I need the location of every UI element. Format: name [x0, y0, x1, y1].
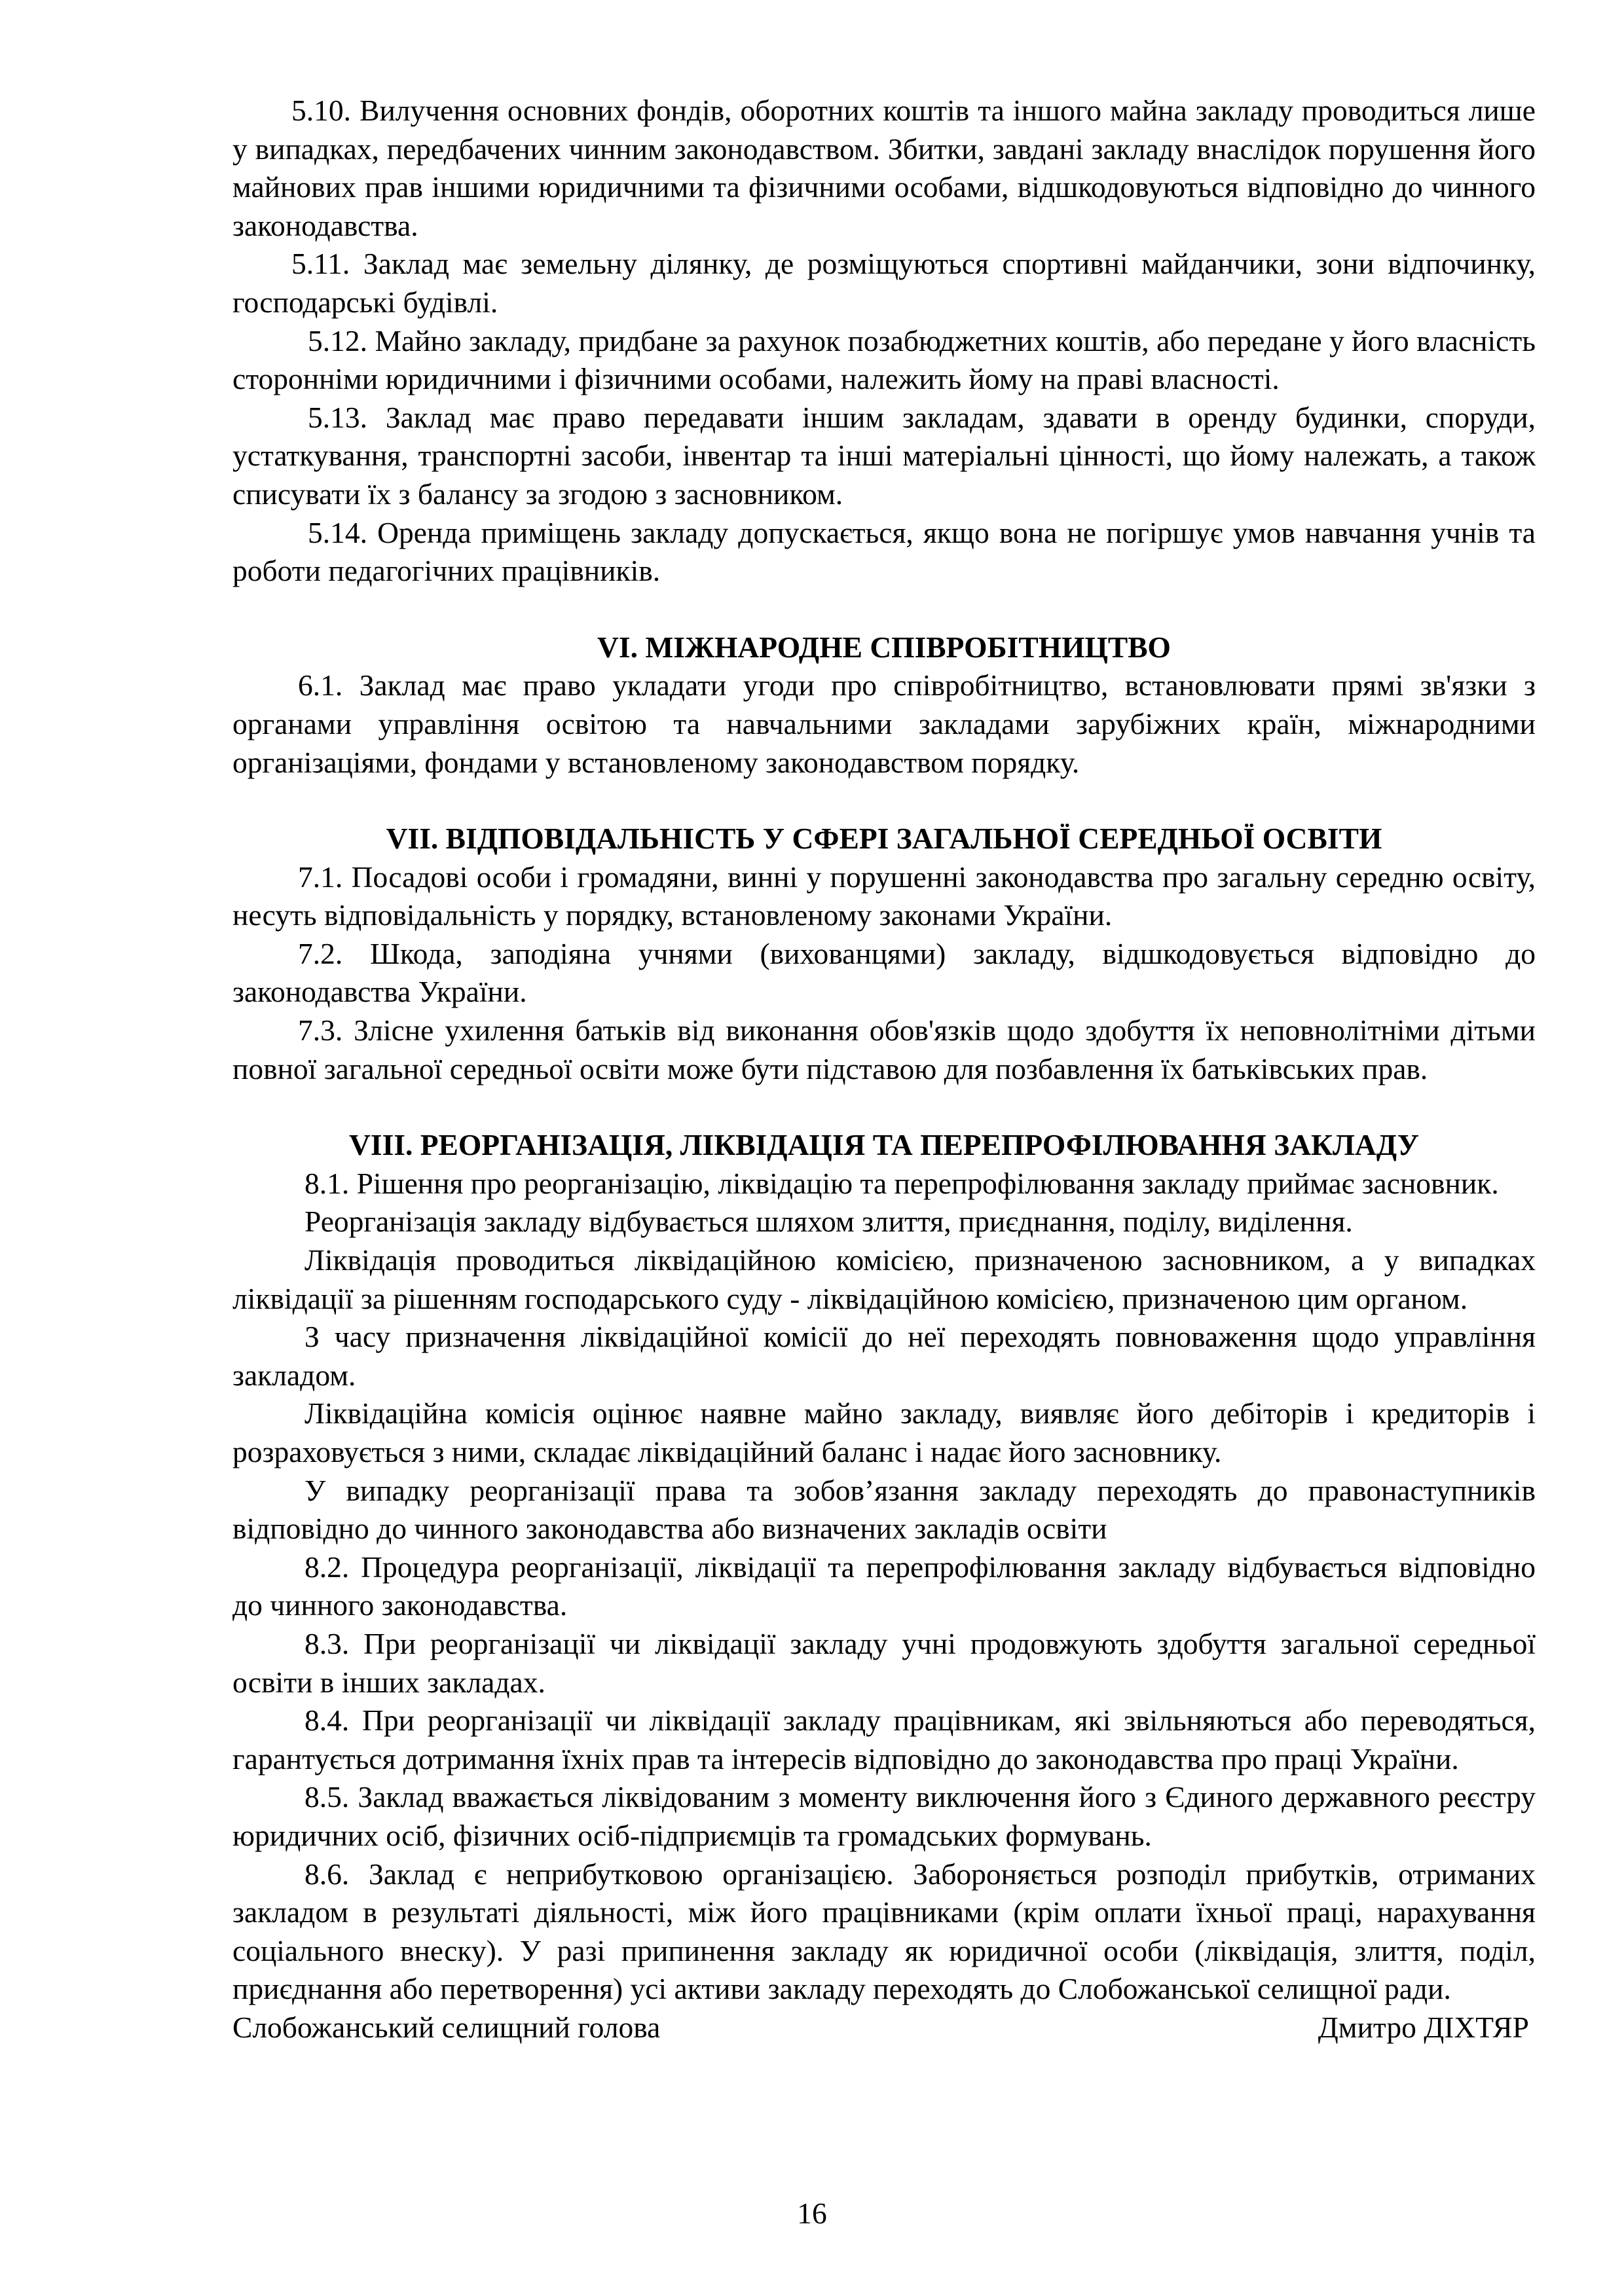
page-number: 16 [797, 2196, 827, 2230]
heading-section-8: VIII. РЕОРГАНІЗАЦІЯ, ЛІКВІДАЦІЯ ТА ПЕРЕПРОФІЛЮВАННЯ ЗАКЛАДУ [349, 1128, 1419, 1162]
paragraph-8-3: 8.3. При реорганізації чи ліквідації закладу учні продовжують здобуття загальної середньої освіти в інших закладах. [232, 1626, 1536, 1699]
signature-position: Слобожанський селищний голова [232, 2010, 661, 2044]
paragraph-5-13: 5.13. Заклад має право передавати іншим закладам, здавати в оренду будинки, споруди, устаткування, транспортні засоби, інвентар та інші матеріальні цінності, що йому належать, а також списувати їх з балансу за згодою з засновником. [232, 400, 1536, 511]
paragraph-8-1-commission: Ліквідаційна комісія оцінює наявне майно закладу, виявляє його дебіторів і кредиторів і розраховується з ними, складає ліквідаційний баланс і надає його засновнику. [232, 1396, 1536, 1468]
paragraph-8-1-reorganization: Реорганізація закладу відбувається шляхом злиття, приєднання, поділу, виділення. [304, 1205, 1353, 1239]
paragraph-8-5: 8.5. Заклад вважається ліквідованим з моменту виключення його з Єдиного державного реєстру юридичних осіб, фізичних осіб-підприємців та громадських формувань. [232, 1780, 1536, 1852]
document-body [232, 92, 1536, 2047]
paragraph-8-1-liquidation: Ліквідація проводиться ліквідаційною комісією, призначеною засновником, а у випадках ліквідації за рішенням господарського суду - ліквідаційною комісією, призначеною цим органом. [232, 1243, 1536, 1315]
paragraph-8-4: 8.4. При реорганізації чи ліквідації закладу працівникам, які звільняються або переводяться, гарантується дотримання їхніх прав та інтересів відповідно до законодавства про праці України. [232, 1704, 1536, 1776]
section-gap [232, 782, 1536, 820]
paragraph-8-1: 8.1. Рішення про реорганізацію, ліквідацію та перепрофілювання закладу приймає засновник. [304, 1166, 1499, 1200]
paragraph-8-6: 8.6. Заклад є неприбутковою організацією. Забороняється розподіл прибутків, отриманих закладом в результаті діяльності, між його працівниками (крім оплати їхньої праці, нарахування соціального внеску). У разі припинення закладу як юридичної особи (ліквідація, злиття, поділ, приєднання або перетворення) усі активи закладу переходять до Слобожанської селищної ради. [232, 1857, 1536, 2006]
paragraph-5-12: 5.12. Майно закладу, придбане за рахунок позабюджетних коштів, або передане у його власність сторонніми юридичними і фізичними особами, належить йому на праві власності. [232, 323, 1536, 396]
section-gap [232, 1088, 1536, 1126]
signature-name: Дмитро ДІХТЯР [1318, 2010, 1529, 2044]
heading-section-7: VII. ВІДПОВІДАЛЬНІСТЬ У СФЕРІ ЗАГАЛЬНОЇ СЕРЕДНЬОЇ ОСВІТИ [386, 822, 1382, 856]
section-gap [232, 591, 1536, 629]
paragraph-8-1-successors: У випадку реорганізації права та зобов’язання закладу переходять до правонаступників відповідно до чинного законодавства або визначених закладів освіти [232, 1473, 1536, 1546]
paragraph-8-1-powers: З часу призначення ліквідаційної комісії до неї переходять повноваження щодо управління закладом. [232, 1320, 1536, 1392]
paragraph-8-2: 8.2. Процедура реорганізації, ліквідації та перепрофілювання закладу відбувається відповідно до чинного законодавства. [232, 1550, 1536, 1622]
heading-section-6: VI. МІЖНАРОДНЕ СПІВРОБІТНИЦТВО [597, 630, 1171, 664]
paragraph-6-1: 6.1. Заклад має право укладати угоди про співробітництво, встановлювати прямі зв'язки з органами управління освітою та навчальними закладами зарубіжних країн, міжнародними організаціями, фондами у встановленому законодавством порядку. [232, 668, 1536, 779]
signature-line [232, 2009, 1536, 2047]
paragraph-7-2: 7.2. Шкода, заподіяна учнями (вихованцями) закладу, відшкодовується відповідно до законодавства України. [232, 936, 1536, 1009]
paragraph-5-11: 5.11. Заклад має земельну ділянку, де розміщуються спортивні майданчики, зони відпочинку, господарські будівлі. [232, 247, 1536, 319]
paragraph-5-10: 5.10. Вилучення основних фондів, оборотних коштів та іншого майна закладу проводиться лише у випадках, передбачених чинним законодавством. Збитки, завдані закладу внаслідок порушення його майнових прав іншими юридичними та фізичними особами, відшкодовуються відповідно до чинного законодавства. [232, 94, 1536, 242]
paragraph-7-1: 7.1. Посадові особи і громадяни, винні у порушенні законодавства про загальну середню освіту, несуть відповідальність у порядку, встановленому законами України. [232, 860, 1536, 932]
paragraph-5-14: 5.14. Оренда приміщень закладу допускається, якщо вона не погіршує умов навчання учнів та роботи педагогічних працівників. [232, 515, 1536, 588]
paragraph-7-3: 7.3. Злісне ухилення батьків від виконання обов'язків щодо здобуття їх неповнолітніми дітьми повної загальної середньої освіти може бути підставою для позбавлення їх батьківських прав. [232, 1013, 1536, 1085]
